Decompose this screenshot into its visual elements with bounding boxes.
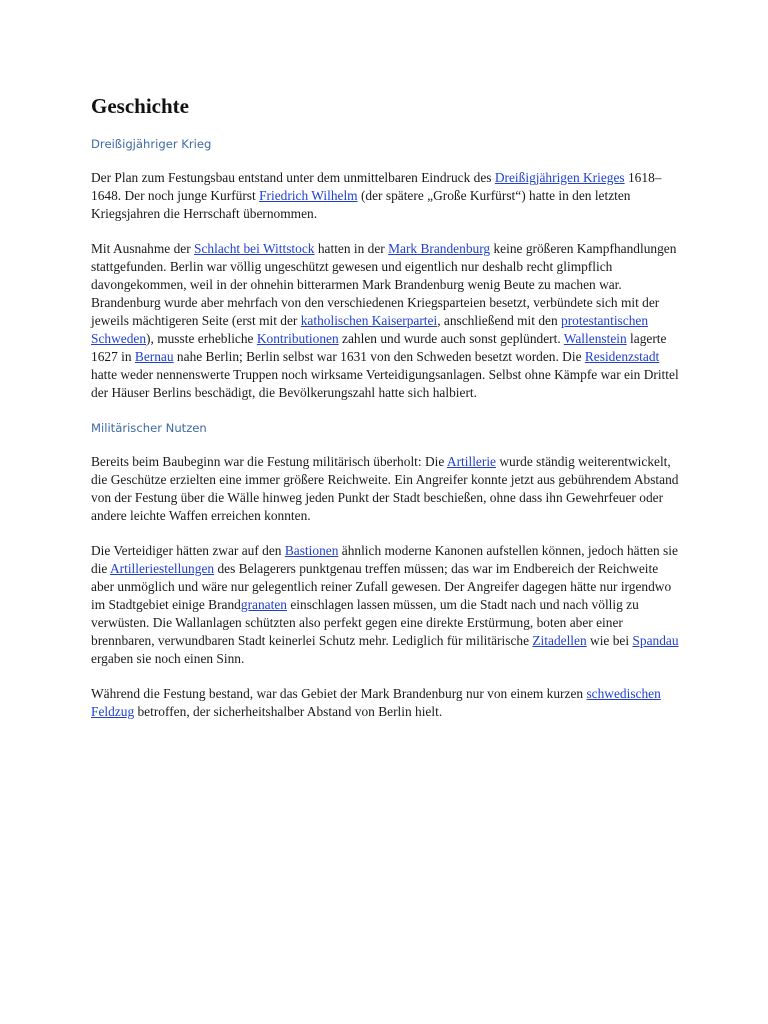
paragraph (91, 453, 681, 525)
wiki-link[interactable]: Dreißigjährigen Krieges (494, 170, 625, 185)
text-run: , anschließend mit den (437, 313, 562, 328)
document-body (91, 136, 681, 721)
paragraph (91, 685, 681, 721)
text-run: (der spätere „Große Kurfürst“) hatte in den letzten Kriegsjahren die Herrschaft übernommen. (91, 188, 631, 221)
text-run: zahlen und wurde auch sonst geplündert. (338, 331, 564, 346)
text-run: ähnlich moderne Kanonen aufstellen können, jedoch hätten sie die (91, 543, 678, 576)
wiki-link[interactable]: Spandau (632, 633, 679, 648)
wiki-link[interactable]: Artilleriestellungen (109, 561, 215, 576)
page-title: Geschichte (91, 94, 189, 118)
section-heading: Militärischer Nutzen (91, 421, 207, 435)
paragraph (91, 240, 681, 402)
paragraph (91, 169, 681, 223)
text-run: Die Verteidiger hätten zwar auf den (91, 543, 285, 558)
wiki-link[interactable]: katholischen Kaiserpartei (300, 313, 438, 328)
text-run: Der Plan zum Festungsbau entstand unter dem unmittelbaren Eindruck des (91, 170, 495, 185)
wiki-link[interactable]: protestantischen (561, 313, 649, 328)
wiki-link[interactable]: Artillerie (446, 454, 496, 469)
text-run: hatte weder nennenswerte Truppen noch wirksame Verteidigungsanlagen. Selbst ohne Kämpfe war ein Drittel der Häuser Berlins beschädigt, die Bevölkerungszahl hatte sich halbiert. (91, 367, 679, 400)
wiki-link[interactable]: granaten (240, 597, 287, 612)
document-page (91, 92, 681, 739)
text-run: ergaben sie noch einen Sinn. (91, 651, 245, 666)
text-run: des Belagerers punktgenau treffen müssen; das war im Endbereich der Reichweite aber unmöglich und wäre nur gelegentlich reiner Zufall gewesen. Der Angreifer dagegen hätte nur irgendwo im Stadtgebiet einige Brand (91, 561, 672, 612)
wiki-link[interactable]: Bastionen (284, 543, 339, 558)
wiki-link[interactable]: Residenzstadt (584, 349, 660, 364)
text-run: lagerte 1627 in (91, 331, 667, 364)
text-run: wurde ständig weiterentwickelt, die Geschütze erzielten eine immer größere Reichweite. Ein Angreifer konnte jetzt aus gebührendem Abstand von der Festung über die Wälle hinweg jeden Punkt der Stadt beschießen, ohne dass ihn Gewehrfeuer oder andere leichte Waffen erreichen konnten. (91, 454, 679, 523)
text-run: hatten in der (314, 241, 389, 256)
wiki-link[interactable]: Friedrich Wilhelm (259, 188, 358, 203)
text-run: Während die Festung bestand, war das Gebiet der Mark Brandenburg nur von einem kurzen (91, 686, 587, 701)
wiki-link[interactable]: Zitadellen (532, 633, 587, 648)
text-run: Mit Ausnahme der (91, 241, 195, 256)
wiki-link[interactable]: Kontributionen (256, 331, 339, 346)
text-run: betroffen, der sicherheitshalber Abstand von Berlin hielt. (134, 704, 443, 719)
wiki-link[interactable]: Bernau (134, 349, 174, 364)
text-run: einschlagen lassen müssen, um die Stadt nach und nach völlig zu verwüsten. Die Wallanlagen schützten also perfekt gegen eine direkte Erstürmung, boten aber einer brennbaren, verwundbaren Stadt keinerlei Schutz mehr. Lediglich für militärische (91, 597, 639, 648)
wiki-link[interactable]: schwedischen Feldzug (91, 686, 661, 719)
wiki-link[interactable]: Mark Brandenburg (388, 241, 491, 256)
text-run: nahe Berlin; Berlin selbst war 1631 von den Schweden besetzt worden. Die (173, 349, 585, 364)
text-run: 1618–1648. Der noch junge Kurfürst (91, 170, 662, 203)
section-heading: Dreißigjähriger Krieg (91, 137, 212, 151)
text-run: ), musste erhebliche (146, 331, 257, 346)
wiki-link[interactable]: Schlacht bei Wittstock (194, 241, 315, 256)
text-run: keine größeren Kampfhandlungen stattgefunden. Berlin war völlig ungeschützt gewesen und eigentlich nur deshalb recht glimpflich davongekommen, weil in der ohnehin bitterarmen Mark Brandenburg wenig Beute zu machen war. Brandenburg wurde aber mehrfach von den verschiedenen Kriegsparteien besetzt, verbündete sich mit der jeweils mächtigeren Seite (erst mit der (91, 241, 677, 328)
text-run: wie bei (586, 633, 633, 648)
text-run: Bereits beim Baubeginn war die Festung militärisch überholt: Die (91, 454, 447, 469)
wiki-link[interactable]: Schweden (91, 331, 147, 346)
wiki-link[interactable]: Wallenstein (563, 331, 627, 346)
paragraph (91, 542, 681, 668)
